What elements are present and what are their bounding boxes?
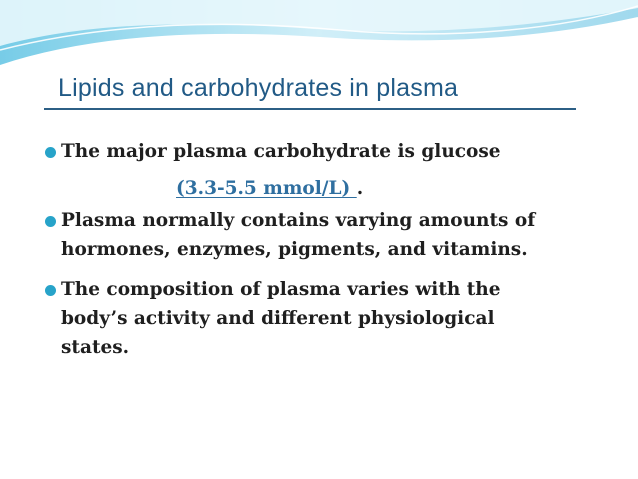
bullet-1-line-1: The major plasma carbohydrate is glucose [61, 141, 501, 162]
bullet-1-sub [176, 177, 363, 201]
bullet-dot-icon [45, 285, 56, 296]
bullet-2-line-1: Plasma normally contains varying amounts of [61, 210, 536, 231]
bullet-3-line-2: body’s activity and different physiological [61, 308, 495, 329]
glucose-range-period: . [356, 178, 364, 199]
bullet-dot-icon [45, 147, 56, 158]
glucose-range: (3.3-5.5 mmol/L) [176, 178, 357, 199]
slide-title: Lipids and carbohydrates in plasma [58, 74, 459, 102]
bullet-2-line-2: hormones, enzymes, pigments, and vitamins. [61, 239, 528, 260]
bullet-3-line-3: states. [61, 337, 130, 358]
bullet-3-line-1: The composition of plasma varies with the [61, 279, 501, 300]
bullet-dot-icon [45, 216, 56, 227]
